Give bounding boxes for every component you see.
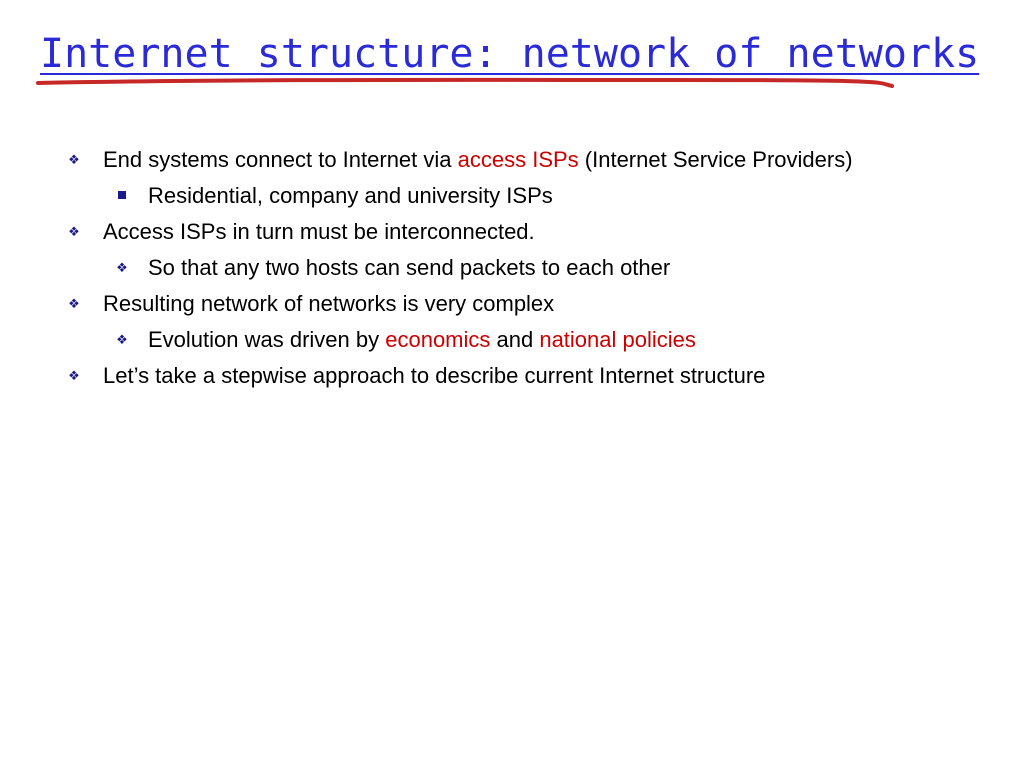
bullet-text-run: End systems connect to Internet via (103, 147, 458, 172)
diamond-bullet-icon: ❖ (116, 332, 128, 347)
slide-title: Internet structure: network of networks (40, 31, 980, 77)
bullet-item (0, 362, 863, 390)
bullet-text (103, 291, 554, 316)
bullet-text (103, 147, 853, 172)
square-bullet-icon (114, 182, 130, 210)
bullet-text (148, 255, 670, 280)
bullet-item (0, 254, 908, 282)
bullet-text-run: So that any two hosts can send packets to each other (148, 255, 671, 280)
bullet-text-run: and (490, 327, 540, 352)
highlight-term: access ISPs (457, 147, 579, 172)
diamond-bullet-icon: ❖ (68, 224, 80, 239)
bullet-item (0, 326, 908, 354)
bullet-item (0, 218, 863, 246)
bullet-item (0, 146, 863, 174)
bullet-text-run: Let’s take a stepwise approach to describe current Internet structure (103, 363, 766, 388)
diamond-bullet-icon: ❖ (68, 296, 80, 311)
bullet-text (148, 327, 696, 352)
bullet-list (0, 146, 1024, 398)
bullet-text-run: Residential, company and university ISPs (148, 183, 553, 208)
highlight-term: national policies (539, 327, 696, 352)
bullet-text (103, 219, 535, 244)
bullet-text-run: Access ISPs in turn must be interconnected. (103, 219, 535, 244)
bullet-item (0, 290, 863, 318)
bullet-item (0, 182, 908, 210)
diamond-bullet-icon: ❖ (68, 152, 80, 167)
title-underline-stroke (36, 76, 898, 92)
bullet-text (103, 363, 765, 388)
diamond-bullet-icon: ❖ (68, 368, 80, 383)
highlight-term: economics (385, 327, 491, 352)
bullet-text-run: Evolution was driven by (148, 327, 386, 352)
diamond-bullet-icon: ❖ (116, 260, 128, 275)
bullet-text-run: Resulting network of networks is very complex (103, 291, 555, 316)
bullet-text (148, 183, 553, 208)
bullet-text-run: (Internet Service Providers) (578, 147, 853, 172)
